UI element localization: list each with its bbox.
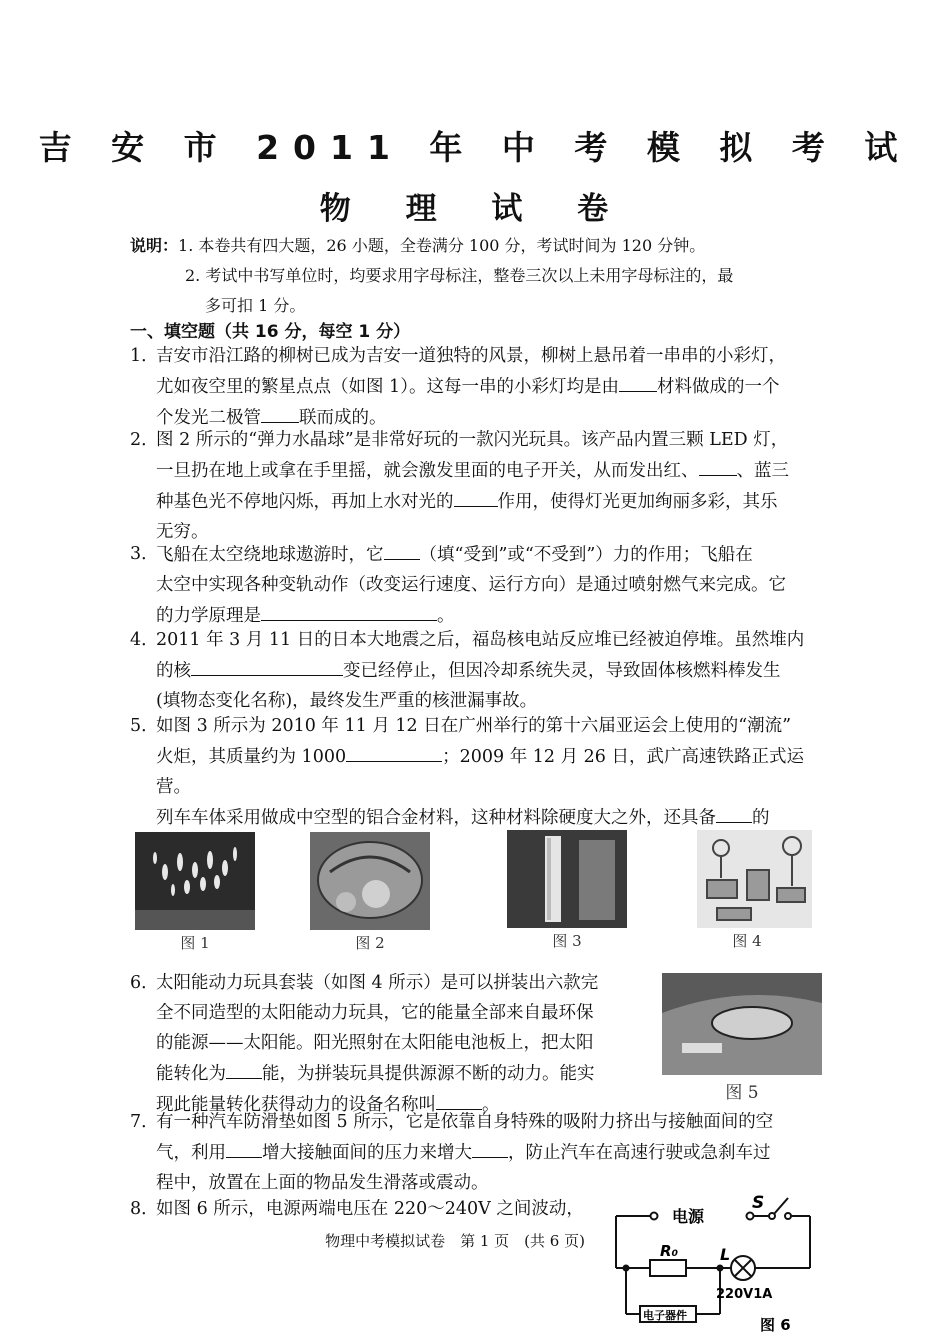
q6-line-4b: 能，为拼装玩具提供源源不断的动力。能实 (262, 1064, 595, 1084)
q1-line-3b: 联而成的。 (299, 408, 387, 428)
figure-1-caption: 图 1 (180, 934, 210, 952)
figure-6-caption: 图 6 (760, 1316, 791, 1334)
question-number: 2． (130, 430, 159, 450)
crystal-ball-illustration (310, 832, 430, 930)
section-heading: 一、填空题（共 16 分，每空 1 分） (130, 322, 411, 342)
note-line-2: 2. 考试中书写单位时，均要求用字母标注，整卷三次以上未用字母标注的，最 (185, 266, 734, 285)
switch-lever (774, 1198, 788, 1214)
question-number: 3． (130, 544, 159, 564)
answer-blank[interactable] (454, 486, 498, 507)
question-8 (130, 1194, 610, 1224)
answer-blank[interactable] (619, 371, 657, 392)
note-line-1: 1. 本卷共有四大题，26 小题，全卷满分 100 分，考试时间为 120 分钟。 (178, 236, 706, 255)
q1-line-1: 吉安市沿江路的柳树已成为吉安一道独特的风景，柳树上悬吊着一串串的小彩灯， (156, 346, 786, 366)
q6-line-2: 全不同造型的太阳能动力玩具，它的能量全部来自最环保 (156, 1003, 594, 1023)
figure-5-image (662, 973, 822, 1075)
figure-4-image (697, 830, 812, 928)
q2-line-1: 图 2 所示的“弹力水晶球”是非常好玩的一款闪光玩具。该产品内置三颗 LED 灯， (156, 430, 789, 450)
answer-blank[interactable] (699, 455, 737, 476)
answer-blank[interactable] (346, 741, 442, 762)
q6-line-1: 太阳能动力玩具套装（如图 4 所示）是可以拼装出六款完 (156, 973, 599, 993)
q1-line-3a: 个发光二极管 (156, 408, 261, 428)
question-1 (130, 341, 836, 433)
question-number: 6． (130, 973, 159, 993)
q3-line-3a: 的力学原理是 (156, 606, 261, 626)
q6-line-5a: 现此能量转化获得动力的设备名称叫 (156, 1095, 436, 1115)
exam-subtitle: 物 理 试 卷 (319, 191, 631, 227)
willow-lights-illustration (135, 832, 255, 930)
answer-blank[interactable] (226, 1058, 262, 1079)
q5-line-2b: ；2009 年 12 月 26 日，武广高速铁路正式运营。 (156, 747, 804, 797)
q3-line-3b: 。 (437, 606, 455, 626)
q5-line-3a: 列车车体采用做成中空型的铝合金材料，这种材料除硬度大之外，还具备 (156, 808, 716, 828)
q5-line-3b: 的 (752, 808, 770, 828)
q7-line-3: 程中，放置在上面的物品发生滑落或震动。 (156, 1173, 489, 1193)
question-number: 5． (130, 716, 159, 736)
resistor-label: R₀ (660, 1242, 679, 1260)
q6-line-3: 的能源——太阳能。阳光照射在太阳能电池板上，把太阳 (156, 1033, 594, 1053)
figure-2-caption: 图 2 (355, 934, 385, 952)
notes-label: 说明： (130, 236, 179, 255)
torch-illustration (507, 830, 627, 928)
lamp-rating-label: 220V1A (716, 1287, 773, 1302)
answer-blank[interactable] (716, 802, 752, 823)
question-number: 7． (130, 1112, 159, 1132)
answer-blank[interactable] (191, 655, 343, 676)
switch-label: S (752, 1193, 765, 1213)
answer-blank[interactable] (384, 539, 420, 560)
q4-line-2a: 的核 (156, 661, 191, 681)
question-6 (130, 968, 650, 1120)
q3-line-1a: 飞船在太空绕地球遨游时，它 (156, 545, 384, 565)
q2-line-3b: 作用，使得灯光更加绚丽多彩，其乐 (497, 492, 778, 512)
question-7 (130, 1107, 836, 1198)
q4-line-2b: 变已经停止，但因冷却系统失灵，导致固体核燃料棒发生 (343, 661, 781, 681)
page-footer: 物理中考模拟试卷 第 1 页 (共 6 页) (325, 1232, 585, 1250)
power-terminal-left (651, 1213, 658, 1220)
q6-line-5b: 。 (482, 1095, 500, 1115)
figure-1-image (135, 832, 255, 930)
notes (130, 231, 850, 321)
figure-3-caption: 图 3 (552, 932, 582, 950)
question-4 (130, 625, 836, 716)
q4-line-3: (填物态变化名称)，最终发生严重的核泄漏事故。 (156, 691, 538, 711)
answer-blank[interactable] (261, 600, 437, 621)
q7-line-1: 有一种汽车防滑垫如图 5 所示，它是依靠自身特殊的吸附力挤出与接触面间的空 (156, 1112, 774, 1132)
question-3 (130, 539, 836, 631)
exam-title: 吉 安 市 2011 年 中 考 模 拟 考 试 (38, 128, 912, 167)
q6-line-4a: 能转化为 (156, 1064, 226, 1084)
solar-toys-illustration (697, 830, 812, 928)
resistor-r0 (650, 1260, 686, 1276)
q7-line-2c: ，防止汽车在高速行驶或急刹车过 (508, 1143, 771, 1163)
q7-line-2b: 增大接触面间的压力来增大 (262, 1143, 472, 1163)
answer-blank[interactable] (261, 402, 299, 423)
question-2 (130, 425, 836, 547)
figure-4-caption: 图 4 (732, 932, 762, 950)
answer-blank[interactable] (472, 1137, 508, 1158)
figure-6-circuit (600, 1190, 830, 1340)
q1-line-2b: 材料做成的一个 (656, 377, 780, 397)
q2-line-4: 无穷。 (156, 522, 209, 542)
question-number: 8． (130, 1199, 159, 1219)
q2-line-3a: 种基色光不停地闪烁，再加上水对光的 (156, 492, 454, 512)
figure-5-caption: 图 5 (725, 1083, 759, 1103)
power-label: 电源 (672, 1207, 705, 1226)
figure-3-image (507, 830, 627, 928)
note-line-3: 多可扣 1 分。 (205, 296, 306, 315)
q1-line-2a: 尤如夜空里的繁星点点（如图 1）。这每一串的小彩灯均是由 (156, 377, 619, 397)
q8-line-1: 如图 6 所示，电源两端电压在 220～240V 之间波动， (156, 1199, 584, 1219)
lamp-label: L (720, 1245, 731, 1264)
device-label: 电子器件 (643, 1309, 687, 1322)
power-terminal-right (747, 1213, 754, 1220)
figure-2-image (310, 832, 430, 930)
switch-contact (785, 1213, 791, 1219)
q5-line-1: 如图 3 所示为 2010 年 11 月 12 日在广州举行的第十六届亚运会上使用的“潮流” (156, 716, 792, 736)
q3-line-2: 太空中实现各种变轨动作（改变运行速度、运行方向）是通过喷射燃气来完成。它 (156, 575, 786, 595)
q4-line-1: 2011 年 3 月 11 日的日本大地震之后，福岛核电站反应堆已经被迫停堆。虽然堆内 (156, 630, 805, 650)
q2-line-2b: 、蓝三 (736, 461, 789, 481)
q3-line-1b: （填“受到”或“不受到”）力的作用；飞船在 (419, 545, 753, 565)
answer-blank[interactable] (226, 1137, 262, 1158)
question-number: 1． (130, 346, 159, 366)
q5-line-2a: 火炬，其质量约为 1000 (156, 747, 347, 767)
q7-line-2a: 气，利用 (156, 1143, 226, 1163)
question-number: 4． (130, 630, 159, 650)
q2-line-2a: 一旦扔在地上或拿在手里摇，就会激发里面的电子开关，从而发出红、 (156, 461, 699, 481)
anti-slip-pad-illustration (662, 973, 822, 1075)
